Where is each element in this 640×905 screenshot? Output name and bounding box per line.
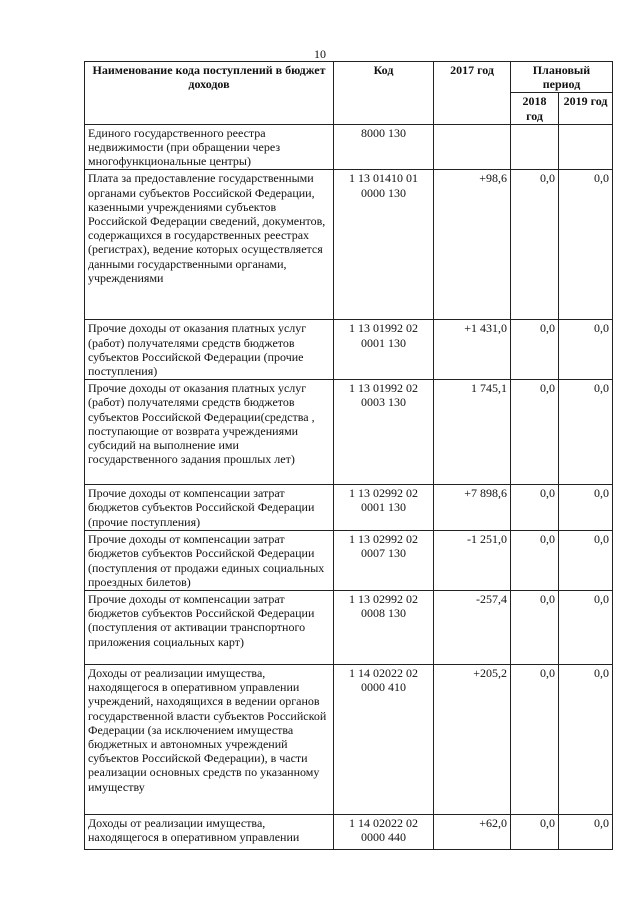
page-number: 10 (314, 47, 326, 61)
row-2017: +62,0 (434, 815, 511, 850)
row-code: 1 14 02022 02 0000 410 (334, 665, 434, 815)
row-2018: 0,0 (511, 320, 559, 380)
row-code: 8000 130 (334, 124, 434, 170)
table-row (85, 380, 613, 485)
row-code: 1 13 02992 02 0007 130 (334, 531, 434, 591)
row-code: 1 13 02992 02 0008 130 (334, 591, 434, 665)
row-2018: 0,0 (511, 170, 559, 320)
row-name: Прочие доходы от оказания платных услуг (работ) получателями средств бюджетов субъектов Российской Федерации (прочие поступления) (85, 320, 334, 380)
row-name: Прочие доходы от компенсации затрат бюджетов субъектов Российской Федерации (поступления от активации транспортного приложения социальных карт) (85, 591, 334, 665)
table-row (85, 665, 613, 815)
row-2017 (434, 124, 511, 170)
row-2019: 0,0 (559, 591, 613, 665)
table-row (85, 124, 613, 170)
table-row (85, 485, 613, 531)
revenue-table (84, 61, 613, 850)
row-name: Плата за предоставление государственными органами субъектов Российской Федерации, казенными учреждениями субъектов Российской Федерации сведений, документов, содержащихся в государственных реестрах (регистрах), ведение которых осуществляется данными государственными органами, учреждениями (85, 170, 334, 320)
row-2017: +205,2 (434, 665, 511, 815)
row-2019: 0,0 (559, 320, 613, 380)
row-name: Прочие доходы от компенсации затрат бюджетов субъектов Российской Федерации (поступления от продажи единых социальных проездных билетов) (85, 531, 334, 591)
row-2018: 0,0 (511, 591, 559, 665)
row-2018: 0,0 (511, 815, 559, 850)
table-row (85, 320, 613, 380)
header-plan-period: Плановый период (511, 62, 613, 93)
row-2017: +98,6 (434, 170, 511, 320)
header-name: Наименование кода поступлений в бюджет доходов (85, 62, 334, 125)
table-row (85, 170, 613, 320)
row-2017: +7 898,6 (434, 485, 511, 531)
row-name: Доходы от реализации имущества, находящегося в оперативном управлении (85, 815, 334, 850)
row-code: 1 13 01992 02 0003 130 (334, 380, 434, 485)
header-code: Код (334, 62, 434, 125)
row-2019: 0,0 (559, 170, 613, 320)
row-2019 (559, 124, 613, 170)
row-2019: 0,0 (559, 380, 613, 485)
row-code: 1 14 02022 02 0000 440 (334, 815, 434, 850)
row-code: 1 13 01410 01 0000 130 (334, 170, 434, 320)
table-row (85, 531, 613, 591)
row-code: 1 13 01992 02 0001 130 (334, 320, 434, 380)
row-name: Единого государственного реестра недвижимости (при обращении через многофункциональные центры) (85, 124, 334, 170)
row-2019: 0,0 (559, 485, 613, 531)
row-2017: -257,4 (434, 591, 511, 665)
header-row (85, 62, 613, 93)
table-row (85, 815, 613, 850)
row-2018: 0,0 (511, 531, 559, 591)
row-2018: 0,0 (511, 485, 559, 531)
header-2019: 2019 год (559, 93, 613, 124)
row-code: 1 13 02992 02 0001 130 (334, 485, 434, 531)
row-2017: -1 251,0 (434, 531, 511, 591)
row-2019: 0,0 (559, 531, 613, 591)
header-2018: 2018 год (511, 93, 559, 124)
row-2017: +1 431,0 (434, 320, 511, 380)
row-2017: 1 745,1 (434, 380, 511, 485)
row-name: Прочие доходы от оказания платных услуг (работ) получателями средств бюджетов субъектов Российской Федерации(средства , поступающие от возврата учреждениями субсидий на выполнение ими государственного задания прошлых лет) (85, 380, 334, 485)
row-2018: 0,0 (511, 665, 559, 815)
row-2019: 0,0 (559, 665, 613, 815)
row-2018 (511, 124, 559, 170)
row-2019: 0,0 (559, 815, 613, 850)
row-2018: 0,0 (511, 380, 559, 485)
row-name: Прочие доходы от компенсации затрат бюджетов субъектов Российской Федерации (прочие поступления) (85, 485, 334, 531)
header-2017: 2017 год (434, 62, 511, 125)
table-row (85, 591, 613, 665)
row-name: Доходы от реализации имущества, находящегося в оперативном управлении учреждений, находящихся в ведении органов государственной власти субъектов Российской Федерации (за исключением имущества бюджетных и автономных учреждений субъектов Российской Федерации), в части реализации основных средств по указанному имуществу (85, 665, 334, 815)
